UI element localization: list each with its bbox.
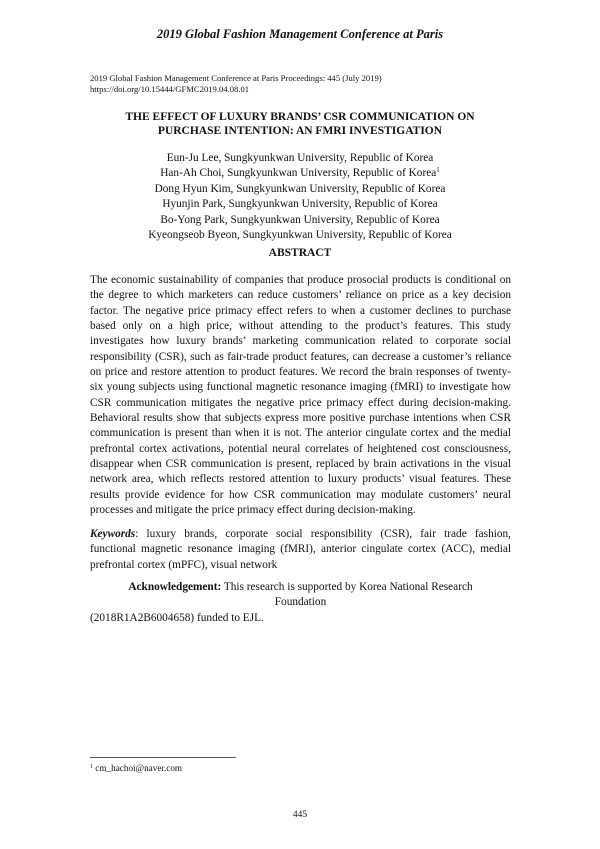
acknowledgement-line: Foundation (274, 596, 327, 609)
keywords-text: luxury brands, corporate social responsibility (CSR), fair trade fashion, functional magnetic resonance imaging (fMRI), anterior cingulate cortex (ACC), medial prefrontal cortex (mPFC), visual network (90, 528, 511, 571)
author-line (90, 166, 510, 181)
running-header: 2019 Global Fashion Management Conference at Paris (156, 27, 444, 41)
footnote-marker: 1 (90, 764, 93, 770)
author-line (90, 228, 510, 243)
page-number: 445 (292, 810, 308, 820)
paper-title (90, 110, 510, 138)
footnote (90, 763, 182, 773)
author-affiliation: Han-Ah Choi, Sungkyunkwan University, Republic of Korea (160, 167, 437, 180)
author-affiliation: Kyeongseob Byeon, Sungkyunkwan University, Republic of Korea (148, 229, 452, 242)
acknowledgement-text: This research is supported by Korea National Research (223, 581, 473, 593)
proceedings-citation: 2019 Global Fashion Management Conference at Paris Proceedings: 445 (July 2019) (90, 73, 382, 83)
keywords-paragraph (90, 527, 511, 573)
author-line (90, 151, 510, 166)
author-affiliation: Eun-Ju Lee, Sungkyunkwan University, Republic of Korea (166, 152, 434, 164)
doi-link[interactable]: https://doi.org/10.15444/GFMC2019.04.08.01 (90, 84, 250, 94)
footnote-email: cm_hachoi@naver.com (95, 763, 183, 773)
acknowledgement (90, 580, 511, 626)
paper-title-line: THE EFFECT OF LUXURY BRANDS’ CSR COMMUNICATION ON (125, 111, 475, 123)
abstract-heading: ABSTRACT (268, 247, 332, 259)
author-line (90, 213, 510, 228)
keywords-label: Keywords (90, 528, 136, 540)
keywords-separator: : (135, 528, 147, 540)
footnote-marker: 1 (436, 166, 440, 175)
author-list (90, 151, 510, 243)
acknowledgement-label: Acknowledgement: (128, 581, 222, 593)
paper-title-line: PURCHASE INTENTION: AN FMRI INVESTIGATION (157, 125, 443, 137)
author-line (90, 182, 510, 197)
author-affiliation: Dong Hyun Kim, Sungkyunkwan University, Republic of Korea (154, 182, 446, 195)
acknowledgement-grant: (2018R1A2B6004658) funded to EJL. (90, 611, 264, 624)
author-affiliation: Hyunjin Park, Sungkyunkwan University, Republic of Korea (162, 198, 438, 211)
author-line (90, 197, 510, 212)
footnote-divider (90, 757, 236, 758)
abstract-body: The economic sustainability of companies that produce prosocial products is conditional on the degree to which marketers can reduce customers’ reliance on price as a key decision factor. The negative price primacy effect refers to when a customer declines to purchase based only on a high price, without attending to the product’s features. This study investigates how luxury brands’ marketing communication related to corporate social responsibility (CSR), such as fair-trade product features, can decrease a customer’s reliance on price and restore attention to product features. We record the brain responses of twenty-six young subjects using functional magnetic resonance imaging (fMRI) to investigate how CSR communication mitigates the negative price primacy effect during decision-making. Behavioral results show that subjects express more positive purchase intentions when CSR communication is present than when it is not. The anterior cingulate cortex and the medial prefrontal cortex activations, potential neural correlates of heightened cost consciousness, disappear when CSR communication is present, replaced by brain activations in the visual network area, which reflects restored attention to luxury products’ visual features. These results provide evidence for how CSR communication may modulate customers’ neural processes and mitigate the price primacy effect during decision-making. (90, 274, 511, 517)
author-affiliation: Bo-Yong Park, Sungkyunkwan University, Republic of Korea (160, 213, 440, 226)
proceedings-info (90, 73, 510, 95)
acknowledgement-line (90, 580, 511, 595)
